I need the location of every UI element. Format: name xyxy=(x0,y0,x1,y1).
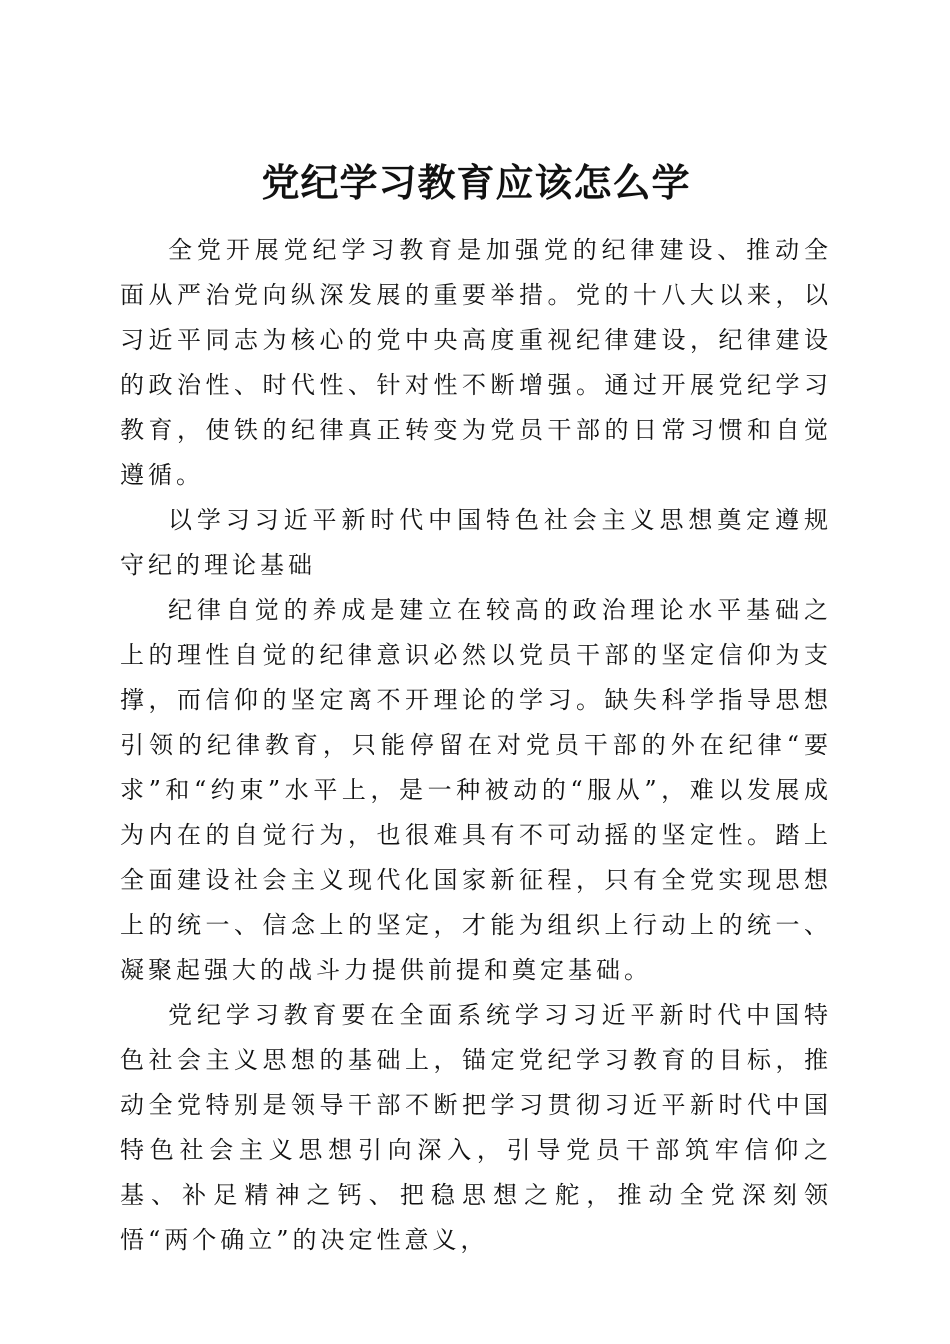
paragraph-discipline-awareness: 纪律自觉的养成是建立在较高的政治理论水平基础之上的理性自觉的纪律意识必然以党员干部的坚定信仰为支撑，而信仰的坚定离不开理论的学习。缺失科学指导思想引领的纪律教育，只能停留在对党员干部的外在纪律“要求”和“约束”水平上，是一种被动的“服从”，难以发展成为内在的自觉行为，也很难具有不可动摇的坚定性。踏上全面建设社会主义现代化国家新征程，只有全党实现思想上的统一、信念上的坚定，才能为组织上行动上的统一、凝聚起强大的战斗力提供前提和奠定基础。 xyxy=(120,596,832,984)
document-body xyxy=(120,228,832,1263)
document-title: 党纪学习教育应该怎么学 xyxy=(261,160,691,206)
paragraph-study-goal: 党纪学习教育要在全面系统学习习近平新时代中国特色社会主义思想的基础上，锚定党纪学习教育的目标，推动全党特别是领导干部不断把学习贯彻习近平新时代中国特色社会主义思想引向深入，引导党员干部筑牢信仰之基、补足精神之钙、把稳思想之舵，推动全党深刻领悟“两个确立”的决定性意义， xyxy=(120,1001,832,1254)
paragraph-intro: 全党开展党纪学习教育是加强党的纪律建设、推动全面从严治党向纵深发展的重要举措。党的十八大以来，以习近平同志为核心的党中央高度重视纪律建设，纪律建设的政治性、时代性、针对性不断增强。通过开展党纪学习教育，使铁的纪律真正转变为党员干部的日常习惯和自觉遵循。 xyxy=(120,236,832,489)
paragraph-section-heading: 以学习习近平新时代中国特色社会主义思想奠定遵规守纪的理论基础 xyxy=(120,506,832,579)
